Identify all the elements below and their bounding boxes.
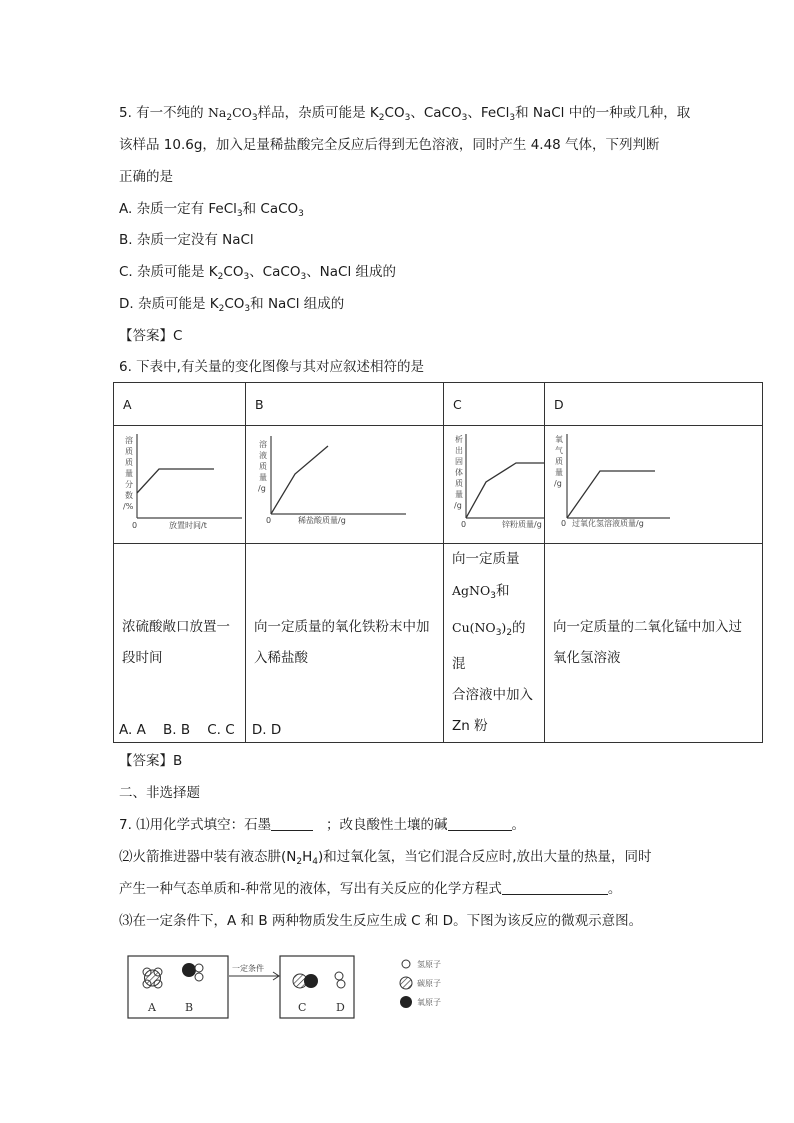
answer-blank-equation[interactable] — [502, 880, 608, 895]
graph-d-cell — [545, 426, 763, 544]
graph-d-ylabel-4: /g — [554, 479, 562, 488]
molecule-d — [335, 972, 345, 988]
graph-d-ylabel-3: 量 — [555, 468, 563, 477]
q6-answer: 【答案】B — [119, 753, 183, 769]
graph-a-ylabel-2: 质 — [125, 458, 133, 467]
legend-oxygen-icon — [400, 996, 412, 1008]
graph-d-xlabel: 过氧化氢溶液质量/g — [572, 519, 644, 528]
graph-d-origin: 0 — [561, 519, 567, 528]
q5-line2: 该样品 10.6g，加入足量稀盐酸完全反应后得到无色溶液，同时产生 4.48 气体，下列判断 — [119, 137, 660, 153]
graph-c-cell — [444, 426, 545, 544]
molecule-c — [293, 974, 318, 988]
graph-c-curve — [466, 463, 544, 518]
graph-c-ylabel-4: 质 — [455, 479, 463, 488]
graph-b-ylabel-2: 质 — [259, 462, 267, 471]
graph-c-xlabel: 锌粉质量/g — [502, 520, 542, 529]
legend-hydrogen: 氢原子 — [417, 960, 441, 969]
graph-d — [545, 426, 762, 543]
graph-a-origin: 0 — [132, 521, 138, 530]
graph-a-curve — [137, 469, 214, 493]
q6-options: A. A B. B C. C D. D — [119, 722, 282, 738]
q7-part3: ⑶在一定条件下，A 和 B 两种物质发生反应生成 C 和 D。下图为该反应的微观示意图。 — [119, 913, 643, 929]
graph-a-xlabel: 放置时间/t — [169, 521, 207, 530]
legend-carbon-icon — [400, 977, 412, 989]
graph-a-ylabel-3: 量 — [125, 469, 133, 478]
graph-a-ylabel-4: 分 — [125, 480, 133, 489]
legend-carbon: 碳原子 — [417, 979, 441, 988]
answer-blank-graphite[interactable] — [271, 816, 313, 831]
q6-table — [113, 382, 763, 743]
reaction-diagram — [127, 952, 507, 1032]
desc-d: 向一定质量的二氧化锰中加入过 氧化氢溶液 — [545, 544, 763, 743]
graph-a — [114, 426, 245, 543]
graph-b-cell — [246, 426, 444, 544]
graph-b-ylabel-3: 量 — [259, 473, 267, 482]
graph-d-ylabel-0: 氧 — [555, 435, 563, 444]
graph-a-ylabel-1: 质 — [125, 447, 133, 456]
q7-part2: ⑵火箭推进器中装有液态肼$(N_2H_4)$和过氧化氢，当它们混合反应时,放出大量的热量，同时 — [119, 849, 652, 867]
legend — [400, 959, 441, 1008]
graph-c-ylabel-5: 量 — [455, 490, 463, 499]
graph-c-ylabel-3: 体 — [455, 468, 463, 477]
graph-d-curve — [567, 471, 655, 518]
molecule-a — [143, 968, 162, 988]
q5-option-b: B. 杂质一定没有 NaCl — [119, 232, 254, 248]
arrow-label: 一定条件 — [232, 964, 264, 973]
legend-oxygen: 氧原子 — [417, 998, 441, 1007]
graph-c-ylabel-2: 固 — [455, 457, 463, 466]
q7-part2-cont: 产生一种气态单质和-种常见的液体，写出有关反应的化学方程式 。 — [119, 881, 622, 897]
graph-d-ylabel-2: 质 — [555, 457, 563, 466]
header-b: B — [246, 383, 444, 426]
q5-option-a: A. 杂质一定有 FeCl$_3$和 CaCO$_3$ — [119, 201, 304, 219]
desc-a: 浓硫酸敞口放置一 段时间 — [114, 544, 246, 743]
legend-hydrogen-icon — [402, 960, 410, 968]
label-b: B — [185, 1001, 194, 1014]
header-c: C — [444, 383, 545, 426]
graph-d-ylabel-1: 气 — [555, 446, 563, 455]
graph-a-ylabel-0: 溶 — [125, 436, 133, 445]
molecule-b — [182, 963, 203, 981]
reactants-box — [128, 956, 228, 1018]
label-d: D — [336, 1001, 345, 1014]
graph-b-ylabel-4: /g — [258, 484, 266, 493]
q5-option-c: C. 杂质可能是 $K_2CO_3$、CaCO$_3$、NaCl 组成的 — [119, 264, 397, 282]
graph-c-ylabel-1: 出 — [455, 446, 463, 455]
desc-b: 向一定质量的氧化铁粉末中加 入稀盐酸 — [246, 544, 444, 743]
section-heading: 二、非选择题 — [119, 785, 200, 801]
desc-c: 向一定质量 AgNO$_3$和 $Cu(NO_3)_2$的混 合溶液中加入 Zn 粉 — [444, 544, 545, 743]
graph-a-ylabel-5: 数 — [125, 491, 133, 500]
graph-c — [444, 426, 544, 543]
graph-c-origin: 0 — [461, 520, 467, 529]
label-c: C — [298, 1001, 307, 1014]
graph-c-ylabel-0: 析 — [455, 435, 463, 444]
label-a: A — [148, 1001, 156, 1014]
graph-b-curve — [271, 446, 328, 514]
q5-option-d: D. 杂质可能是 $K_2CO_3$和 NaCl 组成的 — [119, 296, 345, 314]
graph-b-origin: 0 — [266, 516, 272, 525]
graph-b-ylabel-0: 溶 — [259, 440, 267, 449]
graph-b-xlabel: 稀盐酸质量/g — [298, 516, 346, 525]
graph-a-ylabel-6: /% — [123, 502, 134, 511]
graph-b — [246, 426, 443, 543]
q7-part1: 7. ⑴用化学式填空：石墨 ；改良酸性土壤的碱 。 — [119, 817, 526, 833]
q5-line1: 5. 有一不纯的 $Na_2CO_3$样品，杂质可能是 $K_2CO_3$、CaCO$_3$、FeCl$_3$和 NaCl 中的一种或几种，取 — [119, 105, 691, 123]
header-a: A — [114, 383, 246, 426]
graph-b-ylabel-1: 液 — [259, 451, 267, 460]
q6-stem: 6. 下表中,有关量的变化图像与其对应叙述相符的是 — [119, 359, 424, 375]
graph-c-ylabel-6: /g — [454, 501, 462, 510]
q5-line3: 正确的是 — [119, 169, 173, 185]
header-d: D — [545, 383, 763, 426]
graph-a-cell — [114, 426, 246, 544]
answer-blank-base[interactable] — [448, 816, 512, 831]
q5-answer: 【答案】C — [119, 328, 183, 344]
